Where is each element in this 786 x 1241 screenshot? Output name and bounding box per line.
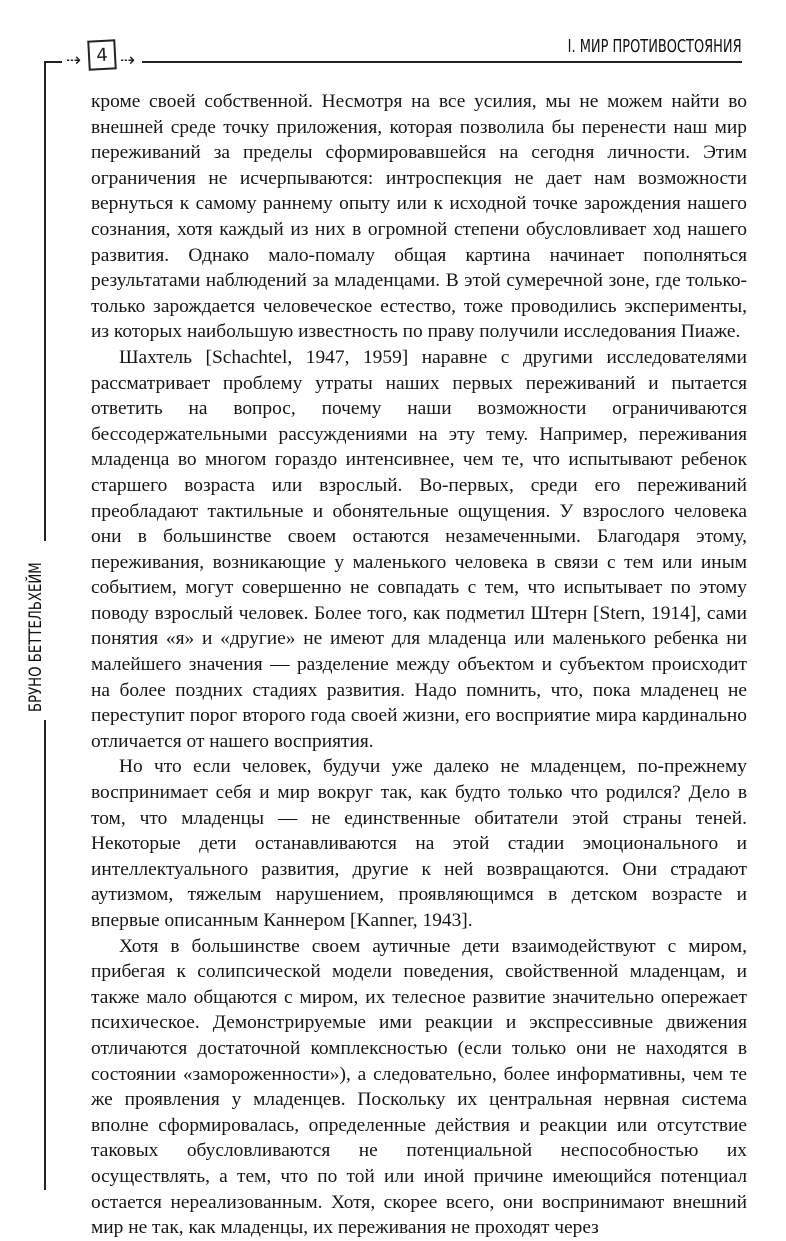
header-left-rule [44,61,62,63]
side-rule-bottom [44,720,46,1190]
header-rule [142,61,742,63]
body-text [91,89,747,1241]
paragraph: Шахтель [Schachtel, 1947, 1959] наравне с другими исследователями рассматривает проблему утраты наших первых переживаний и пытается ответить на вопрос, почему наши возможности ограничиваются бессодержательными рассуждениями на эту тему. Например, переживания младенца во многом гораздо интенсивнее, чем те, что испытывают ребенок старшего возраста или взрослый. Во-первых, среди его переживаний преобладают тактильные и обонятельные ощущения. У взрослого человека они в большинстве своем остаются незамеченными. Благодаря этому, переживания, возникающие у маленького человека в связи с тем или иным событием, могут совершенно не совпадать с тем, что испытывает по этому поводу взрослый человек. Более того, как подметил Штерн [Stern, 1914], сами понятия «я» и «другие» не имеют для младенца или маленького ребенка ни малейшего значения — разделение между объектом и субъектом происходит на более поздних стадиях развития. Надо помнить, что, пока младенец не переступит порог второго года своей жизни, его восприятие мира кардинально отличается от нашего восприятия. [91,346,747,752]
author-name: БРУНО БЕТТЕЛЬХЕЙМ [26,562,46,712]
side-rule-top [44,61,46,541]
arrow-right-icon: ⇢ [120,50,136,71]
paragraph: кроме своей собственной. Несмотря на все усилия, мы не можем найти во внешней среде точку приложения, которая позволила бы перенести наш мир переживаний за пределы сформировавшейся на сегодня личности. Этим ограничения не исчерпываются: интроспекция не дает нам возможности вернуться к самому раннему опыту или к исходной точке зарождения нашего сознания, хотя каждый из них в огромной степени обусловливает ход нашего развития. Однако мало-помалу общая картина начинает пополняться результатами наблюдений за младенцами. В этой сумеречной зоне, где только-только зарождается человеческое естество, тоже проводились эксперименты, из которых наибольшую известность по праву получили исследования Пиаже. [91,91,747,343]
page-number-text: 4 [95,44,109,66]
running-title: I. МИР ПРОТИВОСТОЯНИЯ [568,36,742,57]
arrow-right-icon: ⇢ [66,50,82,71]
paragraph: Но что если человек, будучи уже далеко не младенцем, по-прежнему воспринимает себя и мир вокруг так, как будто только что родился? Дело в том, что младенцы — не единственные обитатели этой страны теней. Некоторые дети останавливаются на этой стадии эмоционального и интеллектуального развития, другие к ней возвращаются. Они страдают аутизмом, тяжелым нарушением, проявляющимся в детском возрасте и впервые описанным Каннером [Kanner, 1943]. [91,756,747,931]
paragraph: Хотя в большинстве своем аутичные дети взаимодействуют с миром, прибегая к солипсической модели поведения, свойственной младенцам, и также мало общаются с миром, их телесное развитие значительно опережает психическое. Демонстрируемые ими реакции и экспрессивные движения отличаются достаточной комплексностью (если только они не находятся в состоянии «замороженности»), а следовательно, более информативны, чем те же проявления у младенцев. Поскольку их центральная нервная система вполне сформировалась, определенные действия и реакции или отсутствие таковых обусловливаются не потенциальной неспособностью их осуществлять, а тем, что по той или иной причине имеющийся потенциал остается нереализованным. Хотя, скорее всего, они воспринимают внешний мир не так, как младенцы, их переживания не проходят через [91,935,747,1239]
author-vertical-label [26,520,46,712]
page-number [87,39,117,70]
